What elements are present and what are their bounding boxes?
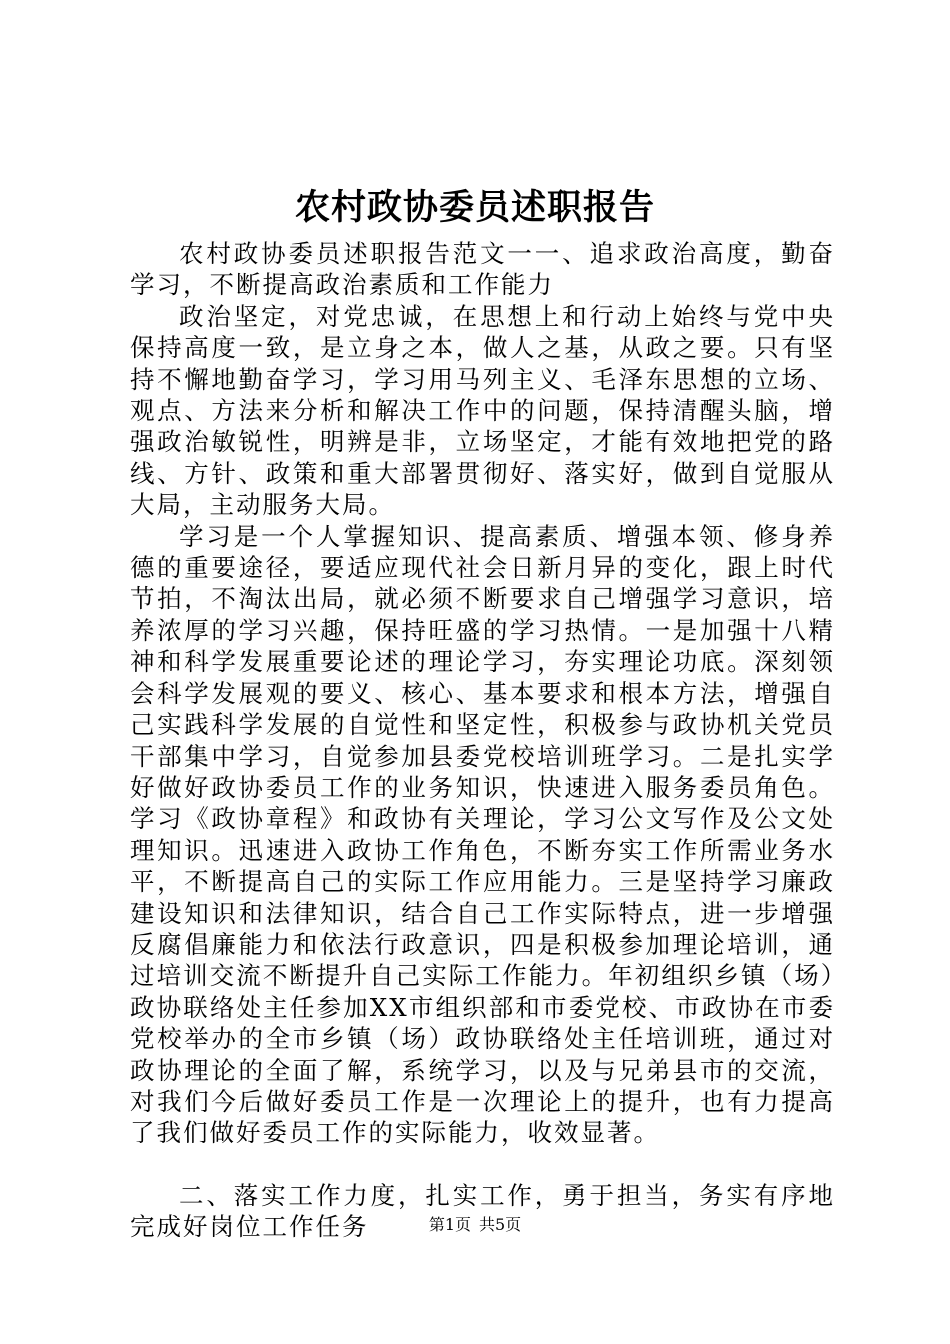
section-heading-two: 二、落实工作力度，扎实工作，勇于担当，务实有序地完成好岗位工作任务 <box>130 1180 835 1242</box>
paragraph-intro: 农村政协委员述职报告范文一一、追求政治高度，勤奋学习，不断提高政治素质和工作能力 <box>130 239 835 300</box>
page-total: 共5页 <box>479 1215 522 1234</box>
page-number: 第1页 <box>428 1215 471 1234</box>
document-body <box>130 238 835 1243</box>
paragraph-study: 学习是一个人掌握知识、提高素质、增强本领、修身养德的重要途径，要适应现代社会日新月异的变化，跟上时代节拍，不淘汰出局，就必须不断要求自己增强学习意识，培养浓厚的学习兴趣，保持旺盛的学习热情。一是加强十八精神和科学发展重要论述的理论学习，夯实理论功底。深刻领会科学发展观的要义、核心、基本要求和根本方法，增强自己实践科学发展的自觉性和坚定性，积极参与政协机关党员干部集中学习，自觉参加县委党校培训班学习。二是扎实学好做好政协委员工作的业务知识，快速进入服务委员角色。学习《政协章程》和政协有关理论，学习公文写作及公文处理知识。迅速进入政协工作角色，不断夯实工作所需业务水平，不断提高自己的实际工作应用能力。三是坚持学习廉政建设知识和法律知识，结合自己工作实际特点，进一步增强反腐倡廉能力和依法行政意识，四是积极参加理论培训，通过培训交流不断提升自己实际工作能力。年初组织乡镇（场）政协联络处主任参加XX市组织部和市委党校、市政协在市委党校举办的全市乡镇（场）政协联络处主任培训班，通过对政协理论的全面了解，系统学习，以及与兄弟县市的交流，对我们今后做好委员工作是一次理论上的提升，也有力提高了我们做好委员工作的实际能力，收效显著。 <box>130 521 835 1148</box>
page-footer <box>0 1214 950 1236</box>
document-title: 农村政协委员述职报告 <box>294 187 655 228</box>
paragraph-political: 政治坚定，对党忠诚，在思想上和行动上始终与党中央保持高度一致，是立身之本，做人之基，从政之要。只有坚持不懈地勤奋学习，学习用马列主义、毛泽东思想的立场、观点、方法来分析和解决工作中的问题，保持清醒头脑，增强政治敏锐性，明辨是非，立场坚定，才能有效地把党的路线、方针、政策和重大部署贯彻好、落实好，做到自觉服从大局，主动服务大局。 <box>130 301 835 520</box>
